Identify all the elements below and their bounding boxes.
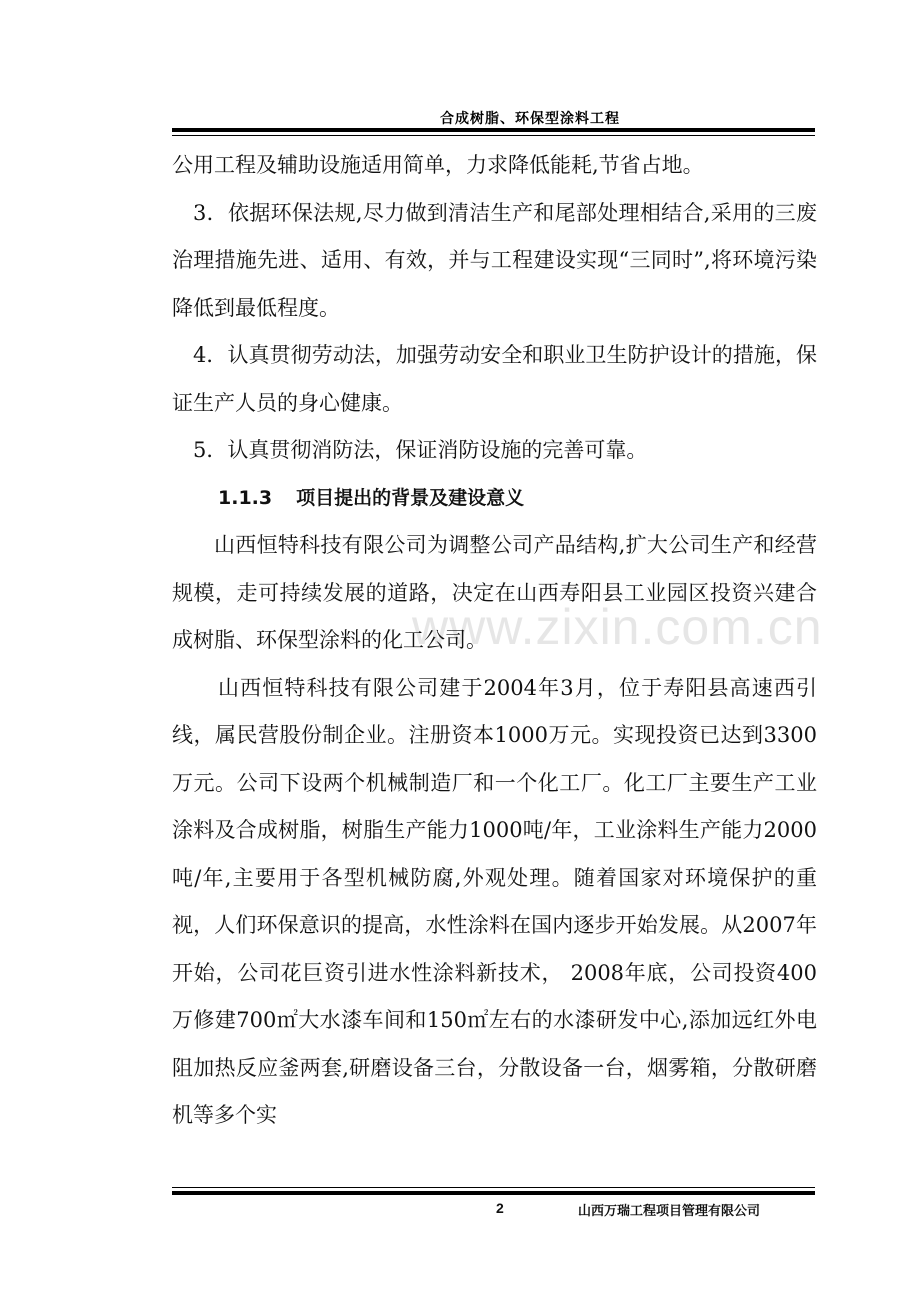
paragraph: 山西恒特科技有限公司建于2004年3月，位于寿阳县高速西引线，属民营股份制企业。注册资本1000万元。实现投资已达到3300万元。公司下设两个机械制造厂和一个化工厂。化工厂主要生产工业涂料及合成树脂，树脂生产能力1000吨/年，工业涂料生产能力2000吨/年,主要用于各型机械防腐,外观处理。随着国家对环境保护的重视，人们环保意识的提高，水性涂料在国内逐步开始发展。从2007年开始，公司花巨资引进水性涂料新技术， 2008年底，公司投资400万修建700㎡大水漆车间和150㎡左右的水漆研发中心,添加远红外电阻加热反应釜两套,研磨设备三台，分散设备一台，烟雾箱，分散研磨机等多个实: [172, 675, 817, 1127]
page-header-title: 合成树脂、环保型涂料工程: [440, 111, 620, 127]
paragraph: 5．认真贯彻消防法，保证消防设施的完善可靠。: [193, 438, 648, 462]
paragraph: 3．依据环保法规,尽力做到清洁生产和尾部处理相结合,采用的三废治理措施先进、适用、有效，并与工程建设实现“三同时”,将环境污染降低到最低程度。: [172, 200, 817, 320]
section-heading: [172, 475, 817, 523]
watermark: www.zixin.com.cn: [412, 599, 823, 655]
paragraph: 公用工程及辅助设施适用简单，力求降低能耗,节省占地。: [172, 153, 704, 177]
section-number: 1.1.3: [218, 486, 273, 509]
footer-rule-thick: [172, 1191, 815, 1195]
footer-rule-thin: [172, 1187, 815, 1188]
paragraph: 山西恒特科技有限公司为调整公司产品结构,扩大公司生产和经营规模，走可持续发展的道路，决定在山西寿阳县工业园区投资兴建合成树脂、环保型涂料的化工公司。: [172, 533, 817, 652]
header-rule-thick: [172, 128, 815, 132]
paragraph: 4．认真贯彻劳动法，加强劳动安全和职业卫生防护设计的措施，保证生产人员的身心健康。: [172, 343, 817, 415]
page-number: 2: [496, 1200, 504, 1216]
document-body: [172, 142, 817, 1140]
footer-company: 山西万瑞工程项目管理有限公司: [578, 1204, 761, 1219]
header-rule-thin: [172, 135, 815, 136]
section-title: 项目提出的背景及建设意义: [296, 486, 525, 509]
